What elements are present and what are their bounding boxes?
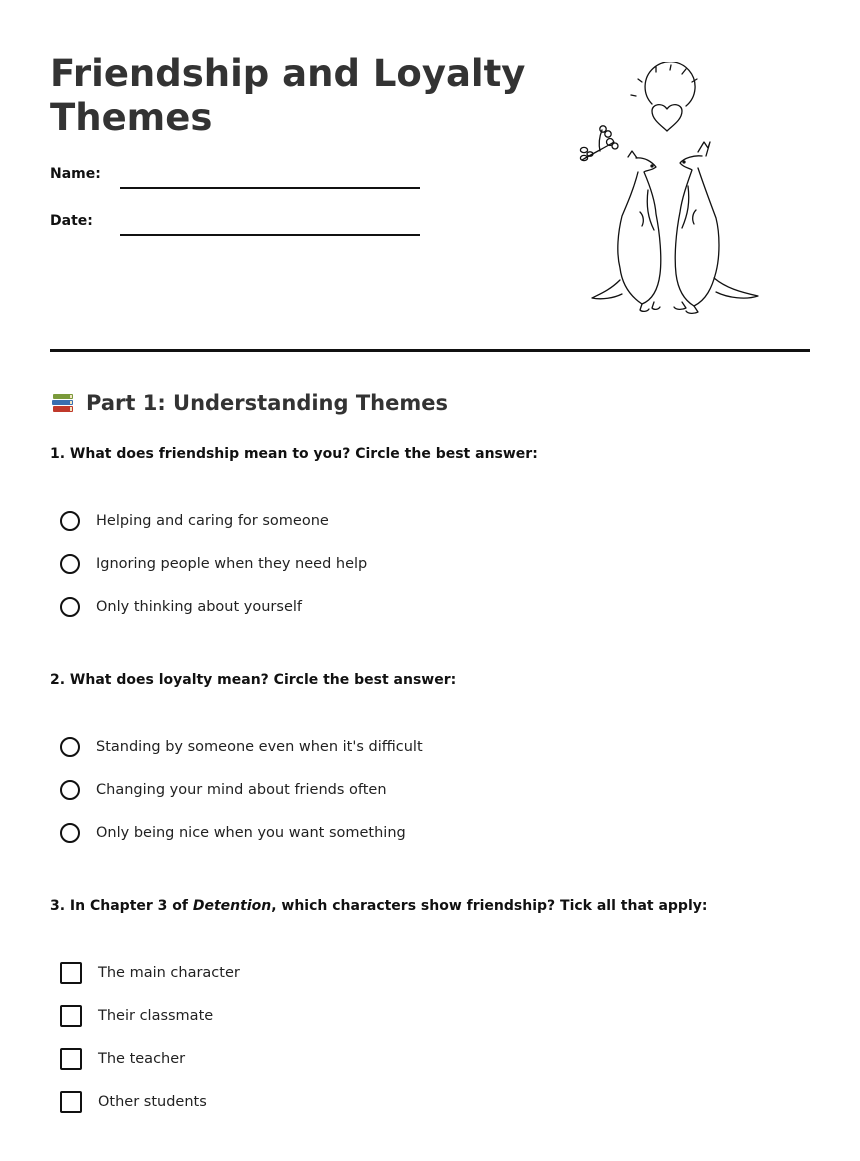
- date-field[interactable]: [120, 234, 420, 236]
- title-line-1: Friendship and Loyalty: [50, 52, 526, 95]
- checkbox[interactable]: [60, 1091, 82, 1113]
- option-label: Their classmate: [98, 1008, 214, 1024]
- worksheet-title: [50, 52, 530, 140]
- q3-option-3[interactable]: [60, 1048, 185, 1070]
- q1-option-3[interactable]: [60, 597, 302, 617]
- book-title: Detention: [192, 898, 272, 914]
- section-divider: [50, 349, 810, 352]
- part1-title: Part 1: Understanding Themes: [86, 391, 448, 415]
- question-1: 1. What does friendship mean to you? Circle the best answer:: [50, 446, 538, 462]
- title-line-2: Themes: [50, 96, 213, 139]
- checkbox[interactable]: [60, 962, 82, 984]
- option-label: Only thinking about yourself: [96, 599, 303, 615]
- q3-option-2[interactable]: [60, 1005, 213, 1027]
- q3-text-start: 3. In Chapter 3 of: [50, 898, 193, 914]
- radio-circle[interactable]: [60, 737, 80, 757]
- q3-option-4[interactable]: [60, 1091, 207, 1113]
- option-label: Standing by someone even when it's difficult: [96, 739, 423, 755]
- option-label: Ignoring people when they need help: [96, 556, 368, 572]
- q1-option-2[interactable]: [60, 554, 367, 574]
- q2-option-3[interactable]: [60, 823, 406, 843]
- radio-circle[interactable]: [60, 823, 80, 843]
- question-2: 2. What does loyalty mean? Circle the best answer:: [50, 672, 457, 688]
- q3-text-end: , which characters show friendship? Tick all that apply:: [271, 898, 708, 914]
- q2-option-2[interactable]: [60, 780, 387, 800]
- radio-circle[interactable]: [60, 597, 80, 617]
- radio-circle[interactable]: [60, 780, 80, 800]
- question-3: [50, 898, 707, 914]
- part1-heading: [50, 390, 448, 416]
- option-label: Changing your mind about friends often: [96, 782, 387, 798]
- date-label: Date:: [50, 213, 93, 229]
- option-label: Helping and caring for someone: [96, 513, 329, 529]
- books-icon: [50, 390, 76, 416]
- checkbox[interactable]: [60, 1005, 82, 1027]
- name-label: Name:: [50, 166, 101, 182]
- radio-circle[interactable]: [60, 511, 80, 531]
- radio-circle[interactable]: [60, 554, 80, 574]
- option-label: The teacher: [98, 1051, 186, 1067]
- option-label: Other students: [98, 1094, 207, 1110]
- q3-option-1[interactable]: [60, 962, 240, 984]
- name-field[interactable]: [120, 187, 420, 189]
- kangaroos-heart-illustration: [570, 62, 770, 318]
- q2-option-1[interactable]: [60, 737, 423, 757]
- q1-option-1[interactable]: [60, 511, 329, 531]
- checkbox[interactable]: [60, 1048, 82, 1070]
- option-label: Only being nice when you want something: [96, 825, 406, 841]
- option-label: The main character: [98, 965, 240, 981]
